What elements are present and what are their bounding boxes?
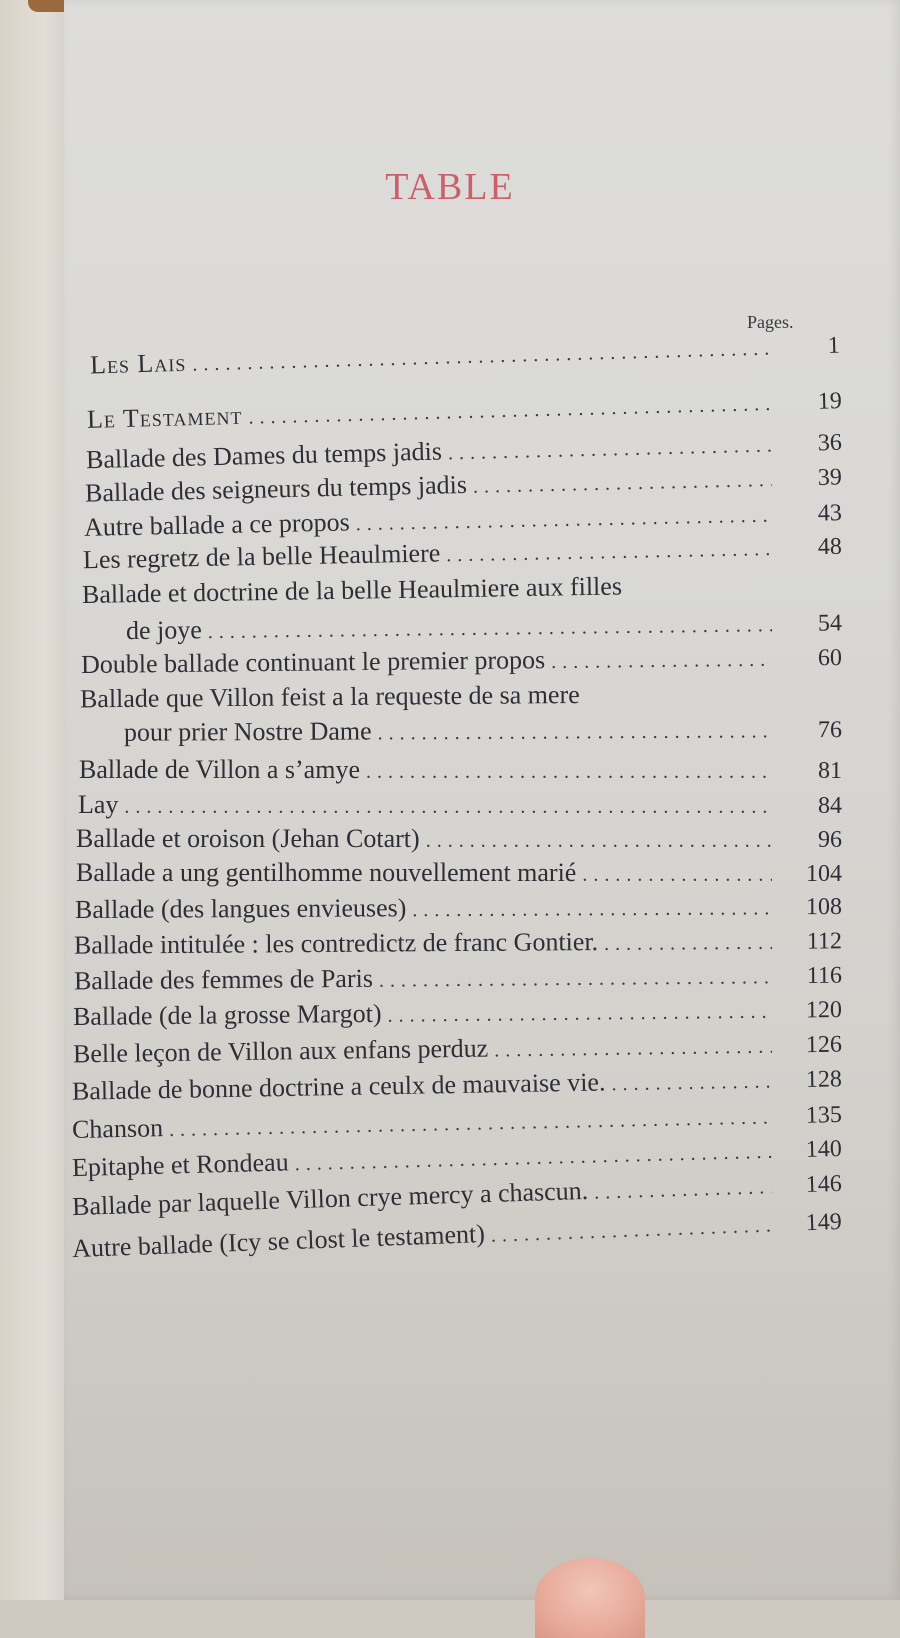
toc-entry xyxy=(76,858,842,892)
toc-entry-title: Autre ballade a ce propos xyxy=(83,507,350,542)
toc-entry-title: Ballade et doctrine de la belle Heaulmiere aux filles xyxy=(81,571,623,609)
toc-entry-page: 135 xyxy=(805,1101,843,1129)
dot-leader xyxy=(208,614,772,644)
toc-entry xyxy=(74,925,842,964)
dot-leader xyxy=(628,592,772,594)
toc-entry-page: 108 xyxy=(805,893,843,921)
toc-entry xyxy=(80,714,842,752)
dot-leader xyxy=(448,434,772,465)
toc-entry-title: Epitaphe et Rondeau xyxy=(71,1147,289,1183)
dot-leader xyxy=(426,830,772,853)
toc-entry-title: Ballade que Villon feist a la requeste de sa mere xyxy=(79,679,580,714)
toc-entry-title: Ballade a ung gentilhomme nouvellement marié xyxy=(76,858,577,887)
toc-entry-page: 76 xyxy=(817,717,843,744)
toc-entry-title: Ballade de Villon a s’amye xyxy=(79,755,360,784)
pages-column-label: Pages. xyxy=(747,312,794,332)
dot-leader xyxy=(446,538,772,567)
previous-page-edge xyxy=(0,0,72,1600)
dot-leader xyxy=(582,864,772,887)
toc-entry xyxy=(76,824,842,858)
toc-entry-page: 60 xyxy=(817,645,843,672)
toc-entry-page: 126 xyxy=(805,1031,843,1059)
toc-entry-title: Ballade et oroison (Jehan Cotart) xyxy=(76,824,420,853)
thumb xyxy=(535,1558,645,1638)
dot-leader xyxy=(604,932,772,956)
toc-entry-page: 48 xyxy=(817,533,843,561)
dot-leader xyxy=(379,966,772,992)
toc-entry-title: pour prier Nostre Dame xyxy=(123,716,372,747)
toc-entry-title: Le Testament xyxy=(86,400,243,434)
toc-entry-page: 116 xyxy=(806,962,843,989)
toc-entry-title: Ballade intitulée : les contredictz de franc Gontier. xyxy=(73,927,599,960)
toc-entry-title: Les Lais xyxy=(89,347,187,380)
toc-entry-title: Ballade des Dames du temps jadis xyxy=(85,436,443,475)
toc-entry-title: Chanson xyxy=(71,1113,164,1145)
toc-entry-title: Ballade des femmes de Paris xyxy=(73,963,374,996)
toc-entry-page: 96 xyxy=(818,827,842,853)
toc-entry-title: Ballade (de la grosse Margot) xyxy=(72,998,382,1032)
toc-entry-page: 84 xyxy=(818,793,842,819)
toc-entry-page: 112 xyxy=(806,928,843,955)
dot-leader xyxy=(124,796,772,819)
toc-entry-title: de joye xyxy=(125,615,202,646)
toc-entry xyxy=(80,678,842,719)
toc-entry-title: Ballade par laquelle Villon crye mercy a chascun. xyxy=(71,1175,589,1222)
toc-entry-title: Ballade de bonne doctrine a ceulx de mauvaise vie. xyxy=(71,1067,606,1106)
toc-entry-title: Ballade des seigneurs du temps jadis xyxy=(84,469,468,508)
toc-entry-page: 120 xyxy=(805,996,843,1024)
dot-leader xyxy=(355,505,772,537)
toc-entry-page: 149 xyxy=(805,1208,843,1237)
toc-entry-page: 140 xyxy=(805,1135,843,1163)
dot-leader xyxy=(611,1071,772,1097)
toc-entry xyxy=(79,755,842,789)
dot-leader xyxy=(551,649,772,674)
toc-entry-page: 54 xyxy=(817,610,843,637)
dot-leader xyxy=(594,1176,772,1205)
toc-entry-page: 36 xyxy=(817,429,843,457)
toc-entry-page: 39 xyxy=(817,464,843,491)
dot-leader xyxy=(586,701,772,703)
toc-entry-page: 1 xyxy=(827,332,841,359)
toc-entry-title: Autre ballade (Icy se clost le testament) xyxy=(71,1218,486,1264)
toc-entry-page xyxy=(778,701,842,702)
toc-entry-title: Belle leçon de Villon aux enfans perduz xyxy=(72,1033,489,1069)
toc-entry xyxy=(75,891,842,929)
toc-entry-page: 104 xyxy=(806,861,842,887)
toc-entry-title: Double ballade continuant le premier propos xyxy=(80,645,546,679)
toc-entry-page: 43 xyxy=(817,500,843,527)
page-title: TABLE xyxy=(385,166,515,208)
toc-entry-title: Lay xyxy=(78,790,119,819)
dot-leader xyxy=(473,469,772,499)
dot-leader xyxy=(378,720,772,745)
dot-leader xyxy=(412,897,772,922)
toc-entry-page: 128 xyxy=(805,1066,843,1093)
toc-entry-title: Les regretz de la belle Heaulmiere xyxy=(82,538,441,575)
dot-leader xyxy=(494,1036,772,1063)
toc-entry-title: Ballade (des langues envieuses) xyxy=(74,893,407,925)
dot-leader xyxy=(387,1001,772,1028)
dot-leader xyxy=(366,761,772,784)
toc-entry-page: 146 xyxy=(805,1170,843,1199)
toc-entry-page: 81 xyxy=(818,758,842,784)
toc-entry xyxy=(78,790,842,824)
toc-entry-page xyxy=(778,591,842,592)
dot-leader xyxy=(491,1214,773,1247)
toc-entry-page: 19 xyxy=(817,388,843,415)
